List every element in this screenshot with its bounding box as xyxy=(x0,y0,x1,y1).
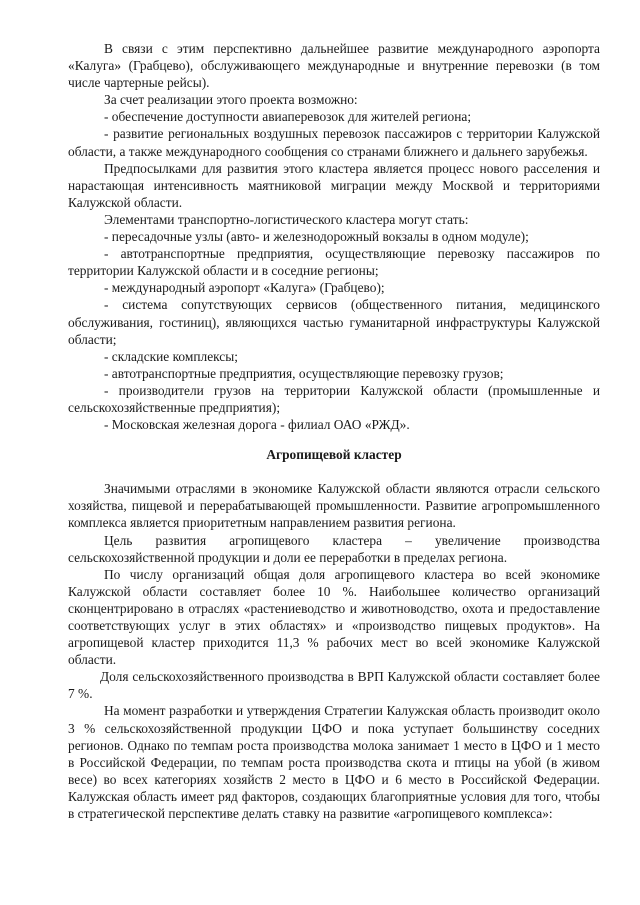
document-page xyxy=(68,40,600,822)
paragraph-cluster-prerequisites: Предпосылками для развития этого кластера является процесс нового расселения и нарастающая интенсивность маятниковой миграции между Москвой и территориями Калужской области. xyxy=(68,160,600,210)
paragraph-airport-development: В связи с этим перспективно дальнейшее развитие международного аэропорта «Калуга» (Грабцево), обслуживающего международные и внутренние перевозки (в том числе чартерные рейсы). xyxy=(68,41,600,91)
paragraph-cluster-goal: Цель развития агропищевого кластера – увеличение производства сельскохозяйственной продукции и доли ее переработки в пределах региона. xyxy=(68,532,600,565)
list-item-warehouses: - складские комплексы; xyxy=(104,348,238,364)
paragraph-strategy-position: На момент разработки и утверждения Стратегии Калужская область производит около 3 % сельскохозяйственной продукции ЦФО и пока уступает большинству соседних регионов. Однако по темпам роста производства молока занимает 1 место в ЦФО и 1 место в Российской Федерации, по темпам роста производства скота и птицы на убой (в живом весе) во всех категориях хозяйств 2 место в ЦФО и 6 место в Российской Федерации. Калужская область имеет ряд факторов, создающих благоприятные условия для того, чтобы в стратегической перспективе делать ставку на развитие «агропищевого комплекса»: xyxy=(68,703,600,822)
paragraph-cluster-elements: Элементами транспортно-логистического кластера могут стать: xyxy=(104,211,469,227)
list-item-cargo-producers: - производители грузов на территории Калужской области (промышленные и сельскохозяйственные предприятия); xyxy=(68,382,600,415)
list-item-regional-air-transport: - развитие региональных воздушных перевозок пассажиров с территории Калужской области, а также международного сообщения со странами ближнего и дальнего зарубежья. xyxy=(68,126,600,159)
list-item-passenger-transport: - автотранспортные предприятия, осуществляющие перевозку пассажиров по территории Калужской области и в соседние регионы; xyxy=(68,246,600,279)
section-heading: Агропищевой кластер xyxy=(266,447,402,463)
paragraph-key-industries: Значимыми отраслями в экономике Калужской области являются отрасли сельского хозяйства, пищевой и перерабатывающей промышленности. Развитие агропромышленного комплекса является приоритетным направлением развития региона. xyxy=(68,481,600,531)
list-item-transfer-hubs: - пересадочные узлы (авто- и железнодорожный вокзалы в одном модуле); xyxy=(104,229,529,245)
paragraph-organization-share: По числу организаций общая доля агропищевого кластера во всей экономике Калужской области составляет более 10 %. Наибольшее количество организаций сконцентрировано в отраслях «растениеводство и животноводство, охота и предоставление соответствующих услуг в этих областях» и «производство пищевых продуктов». На агропищевой кластер приходится 11,3 % рабочих мест во всей экономике Калужской области. xyxy=(68,566,600,668)
list-item-railway: - Московская железная дорога - филиал ОАО «РЖД». xyxy=(104,417,410,433)
section-spacer xyxy=(68,463,600,480)
list-item-services-system: - система сопутствующих сервисов (общественного питания, медицинского обслуживания, гостиниц), являющихся частью гуманитарной инфраструктуры Калужской области; xyxy=(68,297,600,347)
paragraph-project-possibilities: За счет реализации этого проекта возможно: xyxy=(104,92,358,108)
list-item-cargo-transport: - автотранспортные предприятия, осуществляющие перевозку грузов; xyxy=(104,365,504,381)
list-item-air-transport-access: - обеспечение доступности авиаперевозок для жителей региона; xyxy=(104,109,472,125)
list-item-airport: - международный аэропорт «Калуга» (Грабцево); xyxy=(104,280,385,296)
paragraph-grp-share: Доля сельскохозяйственного производства в ВРП Калужской области составляет более 7 %. xyxy=(68,669,600,702)
